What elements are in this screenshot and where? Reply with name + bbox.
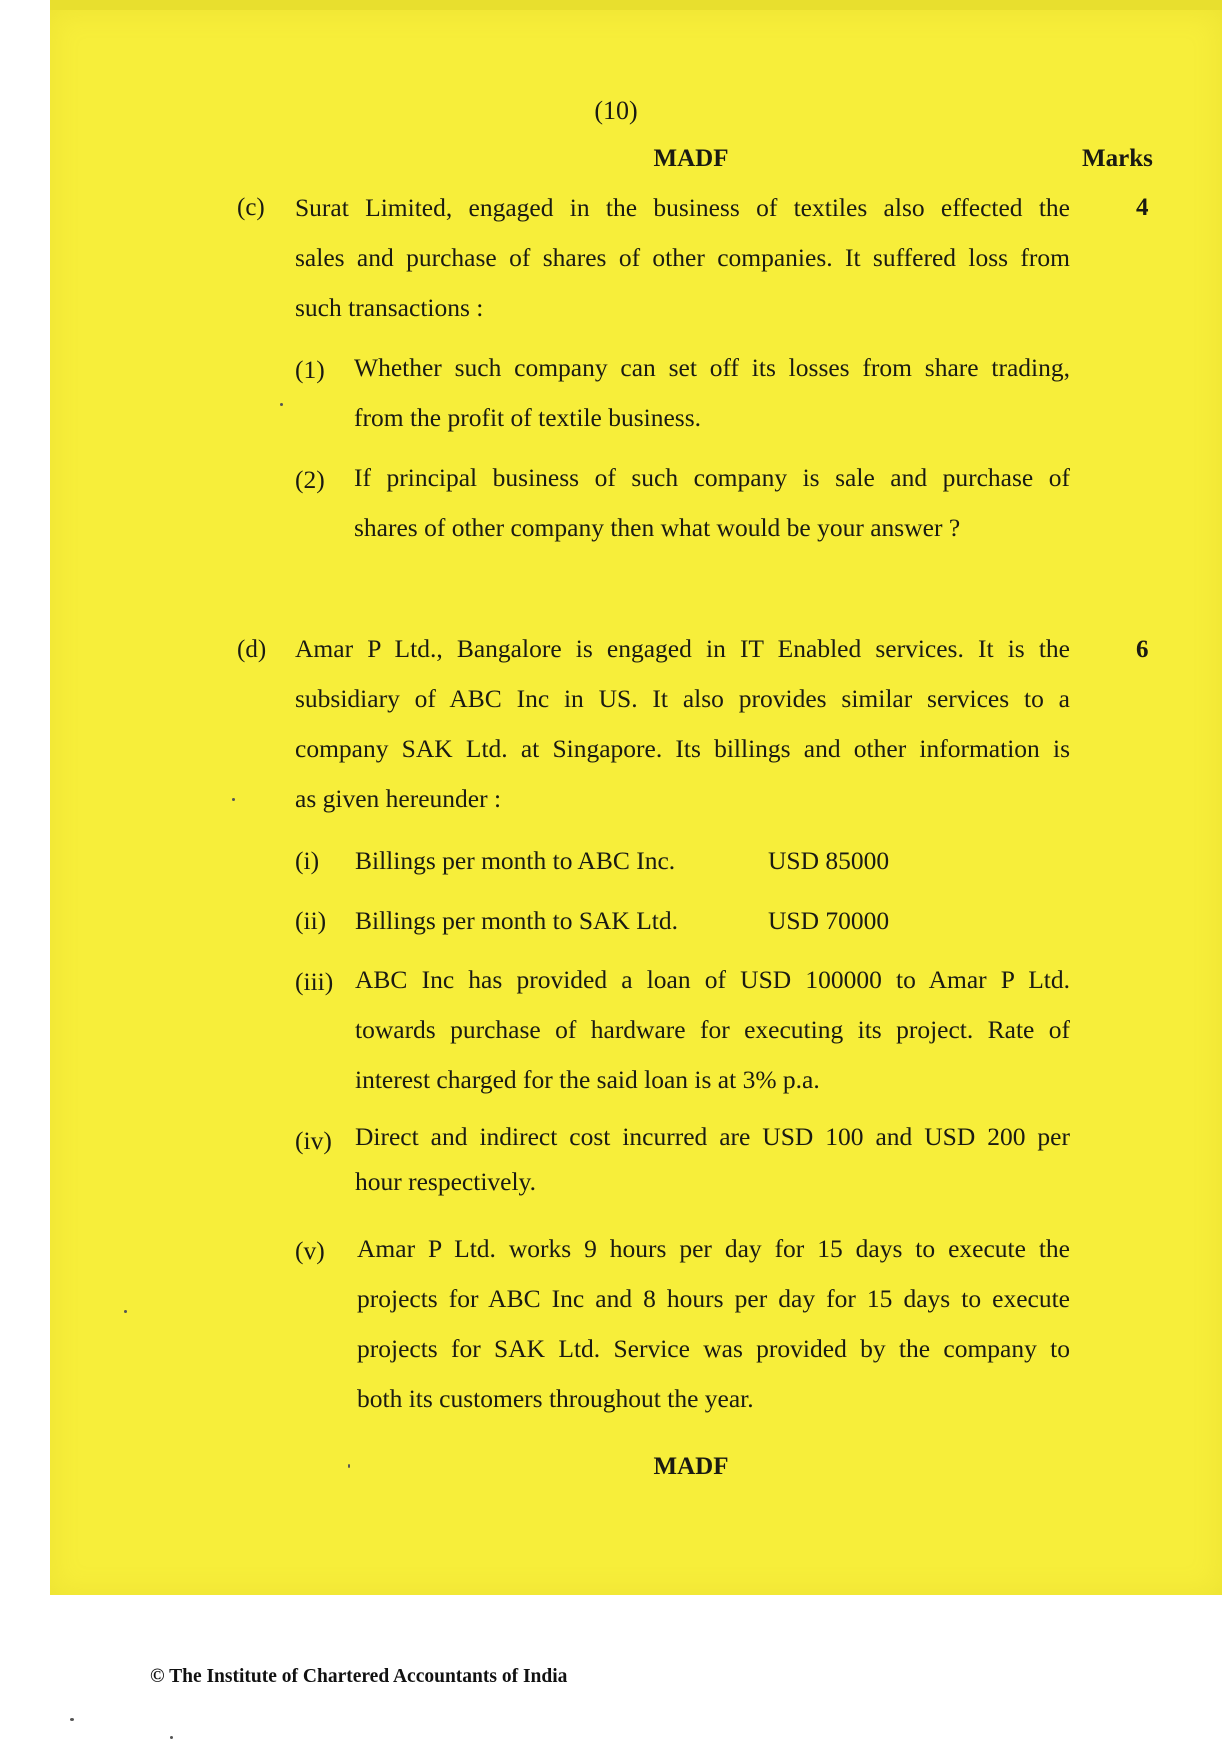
- question-c-line: sales and purchase of shares of other companies. It suffered loss from: [295, 243, 1070, 272]
- item-v-line: both its customers throughout the year.: [357, 1384, 754, 1413]
- question-c-part-2-label: (2): [295, 465, 325, 494]
- question-c-part-2-line: If principal business of such company is sale and purchase of: [354, 463, 1070, 492]
- scan-speck: [232, 798, 235, 801]
- item-i-text: Billings per month to ABC Inc.: [355, 846, 676, 875]
- question-c-intro: [295, 183, 1070, 333]
- question-c-part-2-line: shares of other company then what would be your answer ?: [354, 513, 961, 542]
- question-c-marks: 4: [1136, 194, 1149, 221]
- item-iv-line: Direct and indirect cost incurred are USD 100 and USD 200 per: [355, 1122, 1070, 1151]
- question-d-label: (d): [237, 636, 267, 663]
- item-v-label: (v): [295, 1236, 325, 1265]
- question-d-line: subsidiary of ABC Inc in US. It also provides similar services to a: [295, 684, 1070, 713]
- item-i-value: USD 85000: [768, 846, 890, 875]
- question-c-part-1-text: [354, 343, 1070, 443]
- marks-column-heading: Marks: [1082, 145, 1153, 172]
- item-iii-line: ABC Inc has provided a loan of USD 100000 to Amar P Ltd.: [355, 965, 1070, 994]
- question-c-part-2-text: [354, 453, 1070, 553]
- paper-code-footer: MADF: [653, 1453, 729, 1480]
- copyright-footer: © The Institute of Chartered Accountants of India: [150, 1666, 568, 1687]
- question-c-line: Surat Limited, engaged in the business of textiles also effected the: [295, 193, 1070, 222]
- question-d-marks: 6: [1136, 636, 1149, 663]
- page-number: (10): [594, 96, 638, 125]
- paper-top-edge: [50, 0, 1222, 10]
- item-ii-value: USD 70000: [768, 906, 890, 935]
- item-v-line: projects for ABC Inc and 8 hours per day for 15 days to execute: [357, 1284, 1070, 1313]
- question-d-line: company SAK Ltd. at Singapore. Its billings and other information is: [295, 734, 1070, 763]
- question-d-intro: [295, 624, 1070, 824]
- scan-speck: [348, 1464, 350, 1468]
- item-iv-text: [355, 1114, 1070, 1204]
- item-v-line: projects for SAK Ltd. Service was provided by the company to: [357, 1334, 1070, 1363]
- item-iii-label: (iii): [295, 967, 334, 996]
- question-c-label: (c): [237, 194, 265, 221]
- item-iii-line: towards purchase of hardware for executing its project. Rate of: [355, 1015, 1070, 1044]
- question-d-line: as given hereunder :: [295, 784, 502, 813]
- item-ii-label: (ii): [295, 906, 327, 935]
- scan-speck: [170, 1736, 173, 1739]
- question-c-line: such transactions :: [295, 293, 484, 322]
- item-iii-text: [355, 955, 1070, 1105]
- question-d-line: Amar P Ltd., Bangalore is engaged in IT Enabled services. It is the: [295, 634, 1070, 663]
- scan-speck: [70, 1718, 74, 1721]
- item-iv-line: hour respectively.: [355, 1167, 537, 1196]
- paper-code-header: MADF: [653, 145, 729, 172]
- item-i-label: (i): [295, 846, 320, 875]
- item-v-text: [357, 1224, 1070, 1424]
- question-c-part-1-label: (1): [295, 355, 325, 384]
- item-ii-text: Billings per month to SAK Ltd.: [355, 906, 679, 935]
- question-c-part-1-line: from the profit of textile business.: [354, 403, 702, 432]
- scan-speck: [124, 1310, 127, 1313]
- item-iii-line: interest charged for the said loan is at 3% p.a.: [355, 1065, 820, 1094]
- item-v-line: Amar P Ltd. works 9 hours per day for 15 days to execute the: [357, 1234, 1070, 1263]
- question-c-part-1-line: Whether such company can set off its losses from share trading,: [354, 353, 1070, 382]
- item-iv-label: (iv): [295, 1126, 332, 1155]
- scan-speck: [280, 403, 283, 406]
